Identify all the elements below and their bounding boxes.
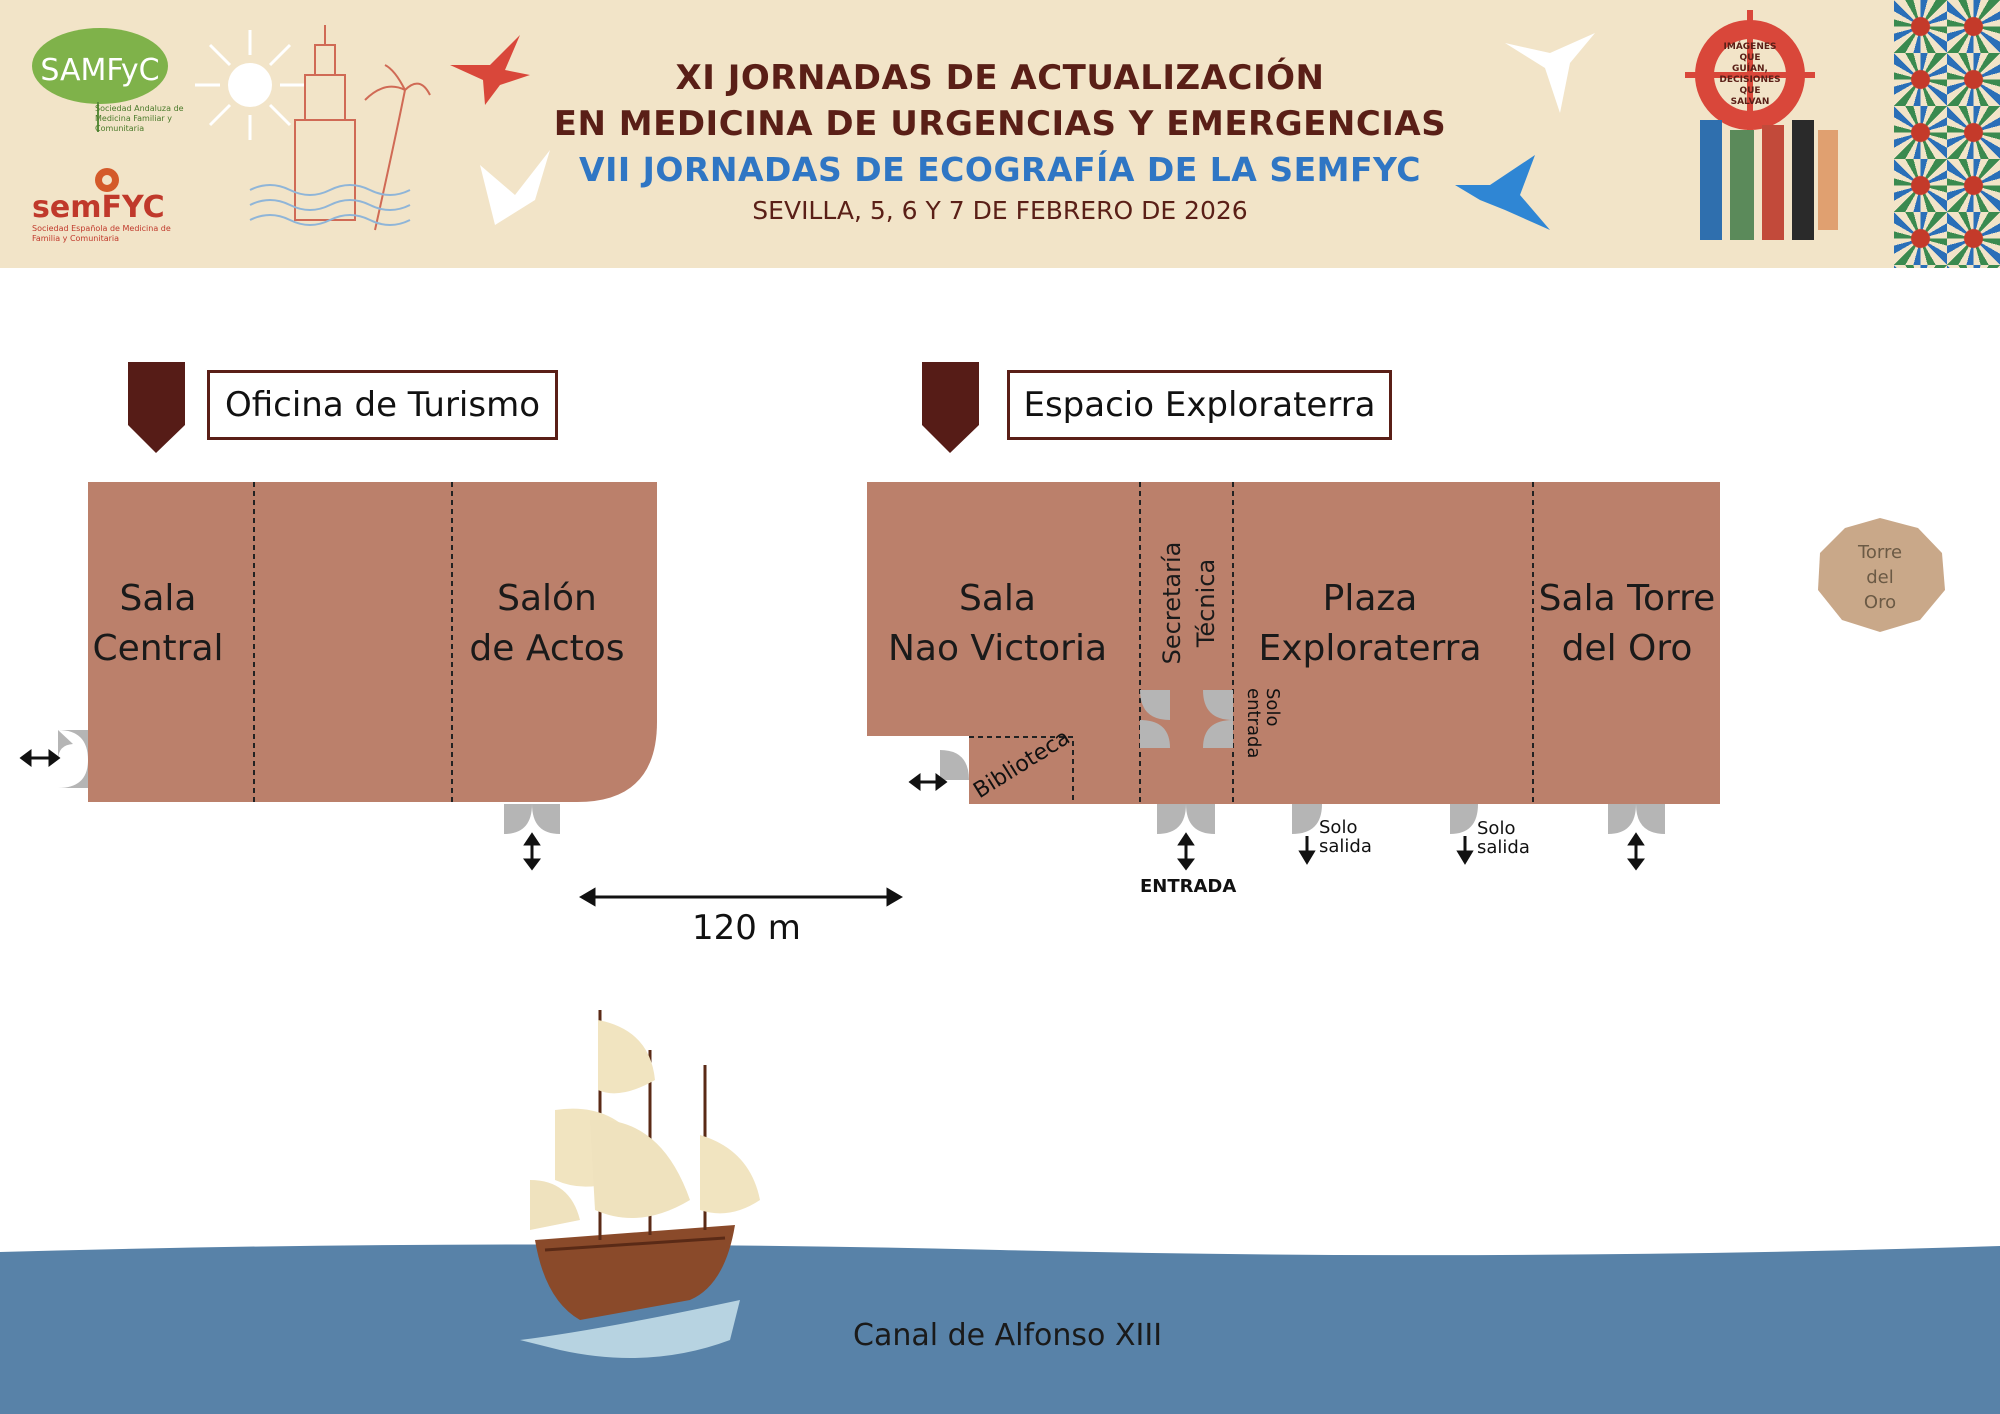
label-solo-entrada: Solo entrada [1243,688,1283,759]
semfyc-subtitle: Sociedad Española de Medicina de Familia y Comunitaria [32,224,171,243]
room-sala-central: Sala Central [92,578,224,669]
door-icon [940,750,969,780]
semfyc-logo: semFYC [32,190,165,225]
label-canal: Canal de Alfonso XIII [853,1318,1163,1353]
door-icon [1157,804,1215,834]
location-pin-icon [922,362,979,453]
room-salon-de-actos: Salón de Actos [469,578,625,669]
location-pin-icon [128,362,185,453]
label-solo-salida: Solo salida [1477,818,1530,858]
distance-label: 120 m [692,908,801,948]
title-line-2: EN MEDICINA DE URGENCIAS Y EMERGENCIAS [553,104,1447,144]
title-line-3: VII JORNADAS DE ECOGRAFÍA DE LA SEMFYC [579,150,1421,189]
room-sala-torre-del-oro: Sala Torre del Oro [1538,578,1716,669]
samfyc-subtitle: Sociedad Andaluza de Medicina Familiar y Comunitaria [95,104,184,133]
room-sala-nao-victoria: Sala Nao Victoria [887,578,1108,669]
label-solo-salida: Solo salida [1319,817,1372,857]
door-icon [1450,804,1478,834]
badge-text: IMÁGENES QUE GUÍAN, DECISIONES QUE SALVAN [1719,42,1781,107]
door-icon [58,730,73,760]
label-oficina-turismo: Oficina de Turismo [207,370,558,440]
room-biblioteca: Biblioteca [969,725,1075,804]
svg-text:SAMFyC: SAMFyC [40,53,160,88]
label-espacio-exploraterra: Espacio Exploraterra [1007,370,1392,440]
title-line-1: XI JORNADAS DE ACTUALIZACIÓN [675,58,1325,98]
door-icon [504,804,560,834]
title-line-4: SEVILLA, 5, 6 Y 7 DE FEBRERO DE 2026 [752,196,1248,225]
door-icon [1292,804,1322,834]
door-icon [1608,804,1665,834]
label-entrada: ENTRADA [1140,876,1237,897]
label-torre-del-oro: Torre del Oro [1857,542,1903,613]
room-secretaria-tecnica: Secretaría Técnica [1158,541,1220,665]
room-plaza-exploraterra: Plaza Exploraterra [1258,578,1482,669]
